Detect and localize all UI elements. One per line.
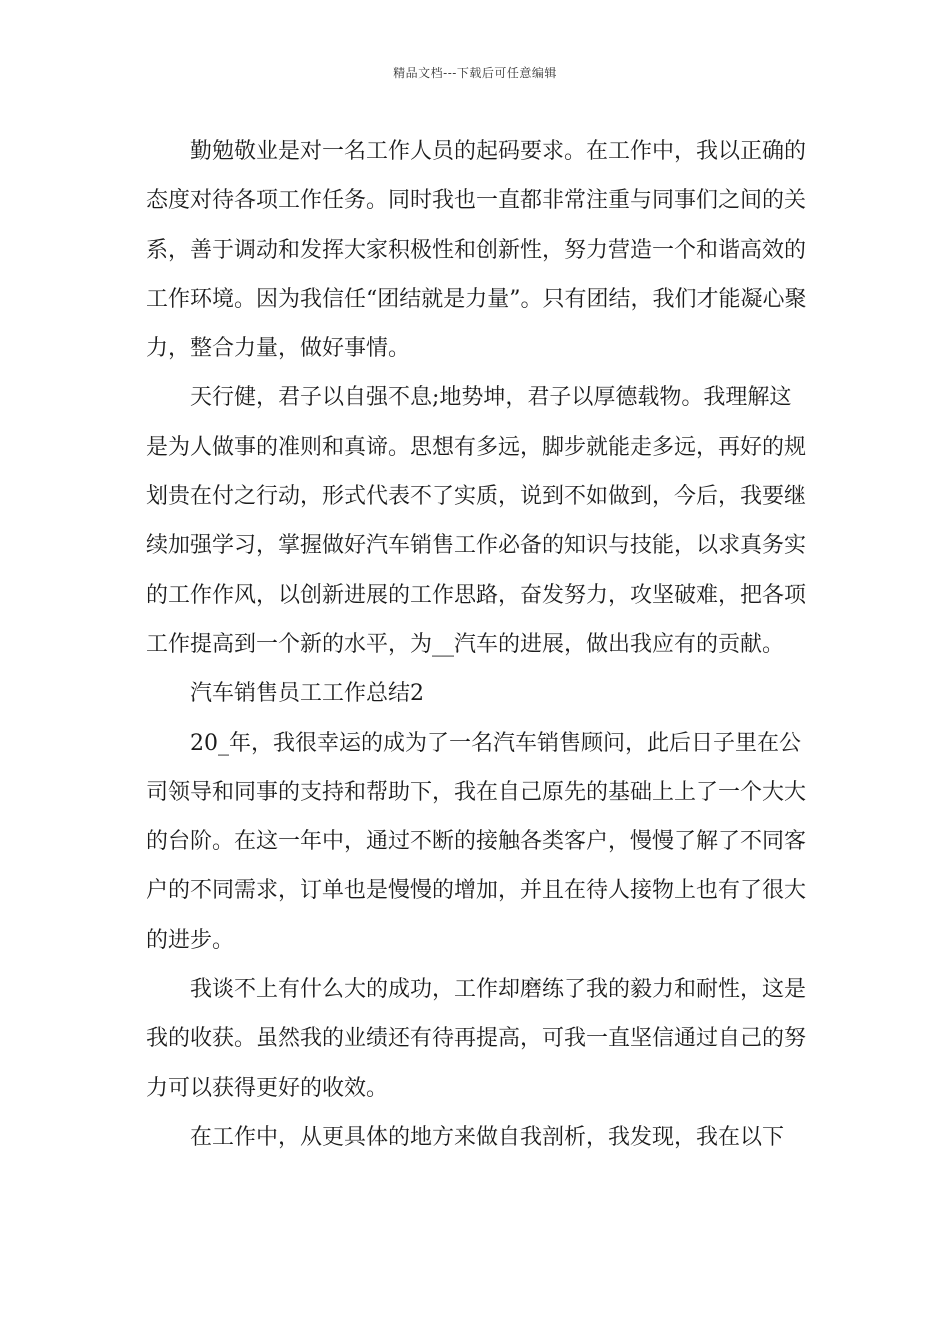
section-title: 汽车销售员工工作总结2 — [190, 681, 424, 707]
paragraph-5: 在工作中，从更具体的地方来做自我剖析，我发现，我在以下 — [190, 1124, 785, 1150]
paragraph-2: 天行健，君子以自强不息;地势坤，君子以厚德载物。我理解这是为人做事的准则和真谛。思想有多远，脚步就能走多远，再好的规划贵在付之行动，形式代表不了实质，说到不如做到，今后，我要继续加强学习，掌握做好汽车销售工作必备的知识与技能，以求真务实的工作作风，以创新进展的工作思路，奋发努力，攻坚破难，把各项工作提高到一个新的水平，为__汽车的进展，做出我应有的贡献。 — [146, 385, 807, 657]
document-body — [146, 127, 810, 1162]
page-header: 精品文档---下载后可任意编辑 — [393, 66, 557, 80]
paragraph-3: 20_年，我很幸运的成为了一名汽车销售顾问，此后日子里在公司领导和同事的支持和帮助下，我在自己原先的基础上上了一个大大的台阶。在这一年中，通过不断的接触各类客户，慢慢了解了不同客户的不同需求，订单也是慢慢的增加，并且在待人接物上也有了很大的进步。 — [146, 730, 807, 953]
paragraph-1: 勤勉敬业是对一名工作人员的起码要求。在工作中，我以正确的态度对待各项工作任务。同时我也一直都非常注重与同事们之间的关系，善于调动和发挥大家积极性和创新性，努力营造一个和谐高效的工作环境。因为我信任“团结就是力量”。只有团结，我们才能凝心聚力，整合力量，做好事情。 — [146, 139, 807, 362]
paragraph-4: 我谈不上有什么大的成功，工作却磨练了我的毅力和耐性，这是我的收获。虽然我的业绩还有待再提高，可我一直坚信通过自己的努力可以获得更好的收效。 — [146, 977, 807, 1101]
